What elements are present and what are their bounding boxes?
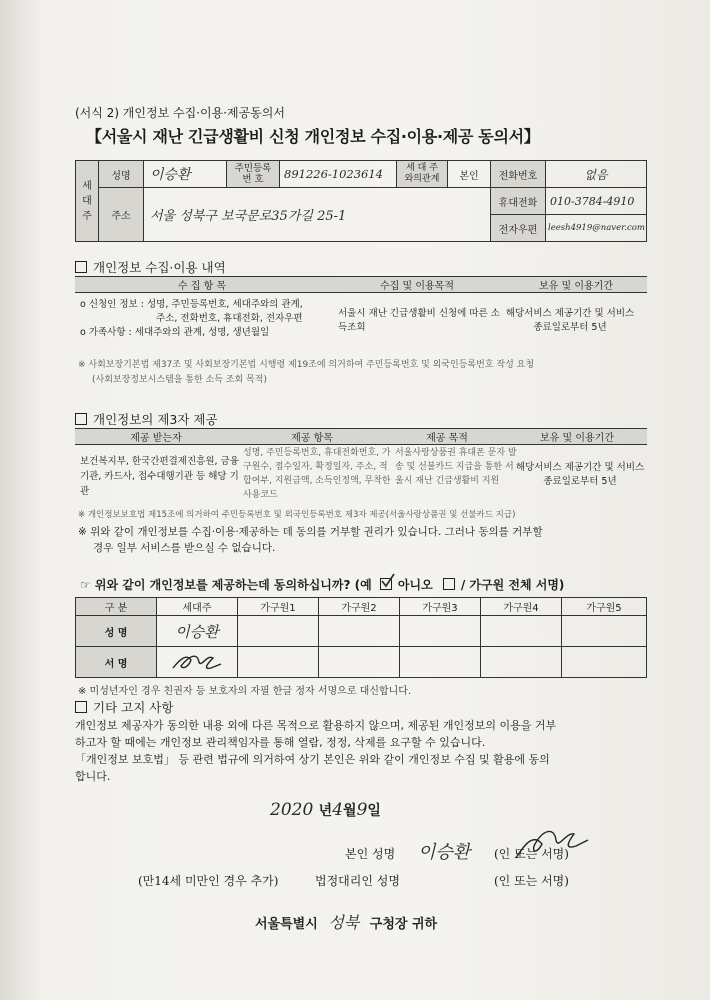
email-value: leesh4919@naver.com [546, 215, 647, 242]
name-label: 성명 [99, 161, 144, 188]
relation-value: 본인 [448, 161, 491, 188]
check-mark-icon [380, 573, 396, 589]
section1-period: 해당서비스 제공기간 및 서비스 종료일로부터 5년 [505, 308, 635, 333]
section2-items: 성명, 주민등록번호, 휴대전화번호, 가구원수, 접수일자, 확정일자, 주소, 적합여부, 지원금액, 소득인정액, 무착한 사용코드 [243, 448, 391, 500]
date-year: 2020 [270, 800, 314, 820]
member2-name-cell[interactable] [319, 616, 400, 647]
rrn-label: 주민등록 번 호 [227, 161, 280, 188]
section2-purpose: 서울사랑상품권 휴대폰 문자 발송 및 선불카드 지급을 통한 서울시 재난 긴급생활비 지원 [395, 448, 517, 486]
member5-name-cell[interactable] [562, 616, 647, 647]
no-checkbox[interactable] [443, 578, 455, 590]
section1-header-purpose: 수집 및 이용목적 [329, 277, 505, 293]
name-value: 이승환 [144, 161, 227, 188]
section1-note-1: ※ 사회보장기본법 제37조 및 사회보장기본법 시행령 제19조에 의거하여 주민등록번호 및 외국인등록번호 작성 요청 [78, 360, 535, 370]
notice-body: 개인정보 제공자가 동의한 내용 외에 다른 목적으로 활용하지 않으며, 제공된 개인정보의 이용을 거부 하고자 할 때에는 개인정보 관리책임자를 통해 열람, 정정, 삭제를 요구할 수 있습니다. 「개인정보 보호법」 등 관련 법규에 의거하여 상기 본인은 위와 같이 개인정보 수집 및 활용에 동의 합니다. [75, 719, 557, 783]
section2-note-3: 경우 일부 서비스를 받으실 수 없습니다. [93, 542, 276, 554]
mobile-label: 휴대전화 [491, 188, 546, 215]
notice-heading: 기타 고지 사항 [75, 698, 173, 716]
section2-receiver: 보건복지부, 한국간편결제진흥원, 금융기관, 카드사, 접수대행기관 등 해당 기관 [80, 456, 239, 497]
sig-header-holder: 세대주 [157, 598, 238, 616]
form-title: 【서울시 재난 긴급생활비 신청 개인정보 수집·이용·제공 동의서】 [86, 127, 540, 146]
member3-name-cell[interactable] [400, 616, 481, 647]
member4-sign-cell[interactable] [481, 647, 562, 678]
date-line: 2020 년4월9일 [270, 800, 381, 820]
section2-note-1: ※ 개인정보보호법 제15조에 의거하여 주민등록번호 및 외국인등록번호 제3자 제공(서울사랑상품권 및 선불카드 지급) [78, 510, 516, 520]
signature-table [75, 597, 647, 678]
section1-table [75, 276, 647, 293]
agent-name-label: 법정대리인 성명 [315, 874, 400, 888]
section1-header-period: 보유 및 이용기간 [505, 277, 647, 293]
agent-sign-label: (인 또는 서명) [494, 874, 569, 888]
sig-row-name-label: 성 명 [76, 616, 157, 647]
phone-label: 전화번호 [491, 161, 546, 188]
sig-row-sign-label: 서 명 [76, 647, 157, 678]
section2-period: 해당서비스 제공기간 및 서비스 종료일로부터 5년 [515, 462, 645, 487]
mobile-value: 010-3784-4910 [546, 188, 647, 215]
yes-checkbox[interactable] [380, 578, 392, 590]
section2-table [75, 428, 647, 445]
section1-heading: 개인정보 수집·이용 내역 [75, 258, 226, 276]
sig-header-member4: 가구원4 [481, 598, 562, 616]
address-value: 서울 성북구 보국문로35가길 25-1 [144, 188, 491, 242]
section1-items: o 신청인 정보 : 성명, 주민등록번호, 세대주와의 관계, 주소, 전화번호, 휴대전화, 전자우편 o 가족사항 : 세대주와의 관계, 성명, 생년월일 [80, 299, 303, 338]
sig-header-member5: 가구원5 [562, 598, 647, 616]
self-sign-label: (인 또는 서명) [494, 847, 569, 861]
member3-sign-cell[interactable] [400, 647, 481, 678]
sig-header-member2: 가구원2 [319, 598, 400, 616]
section2-note-2: ※ 위와 같이 개인정보를 수집·이용·제공하는 데 동의를 거부할 권리가 있습니다. 그러나 동의를 거부할 [78, 526, 543, 538]
addressee-line [255, 910, 437, 933]
member1-name-cell[interactable] [238, 616, 319, 647]
date-month: 4 [332, 800, 344, 820]
sig-header-member1: 가구원1 [238, 598, 319, 616]
section1-note-2: (사회보장정보시스템을 통한 소득 조회 목적) [92, 375, 267, 385]
phone-value: 없음 [546, 161, 647, 188]
section2-header-receiver: 제공 받는자 [75, 429, 237, 445]
member1-sign-cell[interactable] [238, 647, 319, 678]
household-table [75, 160, 647, 242]
relation-label: 세 대 주 와의관계 [397, 161, 448, 188]
holder-name-value: 이승환 [157, 616, 238, 647]
sig-header-member3: 가구원3 [400, 598, 481, 616]
section1-header-items: 수 집 항 목 [75, 277, 329, 293]
member2-sign-cell[interactable] [319, 647, 400, 678]
section2-heading: 개인정보의 제3자 제공 [75, 410, 218, 428]
signature-scribble-icon [167, 648, 227, 674]
checkbox-icon [75, 413, 87, 425]
city-name: 서울특별시 [255, 917, 318, 932]
date-day: 9 [356, 800, 368, 820]
minor-condition-label: (만14세 미만인 경우 추가) [138, 874, 279, 888]
section2-header-purpose: 제공 목적 [387, 429, 507, 445]
district-name: 성북 [328, 913, 360, 932]
checkbox-icon [75, 261, 87, 273]
addressee-title: 구청장 귀하 [369, 917, 438, 932]
self-name-label: 본인 성명 [345, 847, 396, 861]
household-side-label: 세 대 주 [76, 161, 99, 242]
section2-header-items: 제공 항목 [237, 429, 387, 445]
self-signature-scribble-icon [512, 820, 592, 864]
sig-header-category: 구 분 [76, 598, 157, 616]
holder-signature-cell [157, 647, 238, 678]
form-code: (서식 2) 개인정보 수집·이용·제공동의서 [75, 106, 285, 120]
checkbox-icon [75, 701, 87, 713]
member5-sign-cell[interactable] [562, 647, 647, 678]
email-label: 전자우편 [491, 215, 546, 242]
self-name-value: 이승환 [418, 842, 471, 863]
minor-note: ※ 미성년자인 경우 친권자 등 보호자의 자필 한글 정자 서명으로 대신합니다. [78, 686, 412, 697]
address-label: 주소 [99, 188, 144, 242]
section2-header-period: 보유 및 이용기간 [507, 429, 647, 445]
section1-purpose: 서울시 재난 긴급생활비 신청에 따른 소득조회 [338, 308, 500, 333]
member4-name-cell[interactable] [481, 616, 562, 647]
rrn-value: 891226-1023614 [280, 161, 397, 188]
consent-question-line: ☞ 위와 같이 개인정보를 제공하는데 동의하십니까? (예 아니오 / 가구원 전체 서명) [80, 576, 564, 593]
